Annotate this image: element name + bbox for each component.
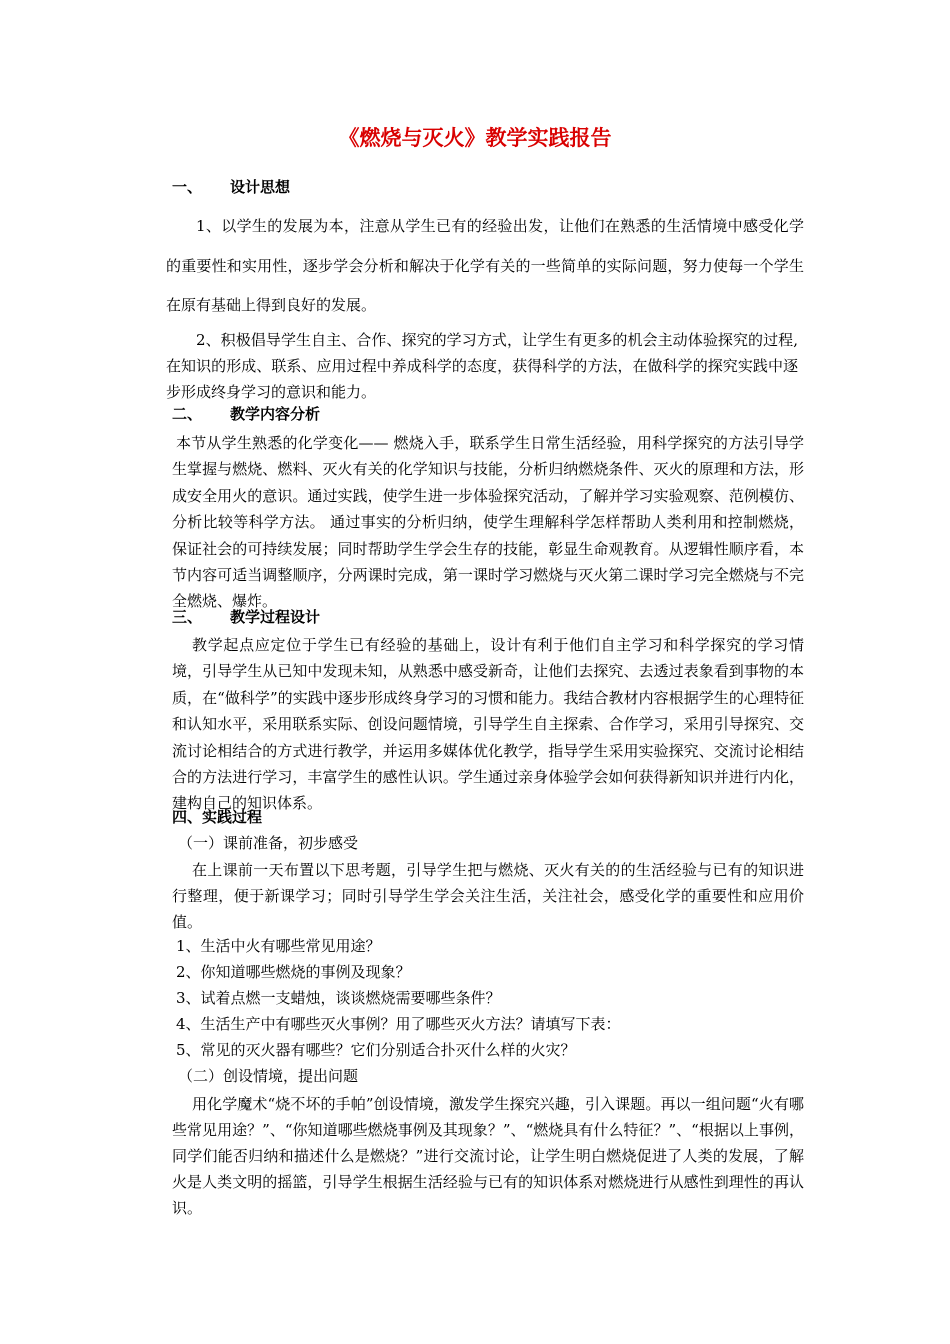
section-2-title: 教学内容分析 bbox=[230, 405, 321, 423]
question-1: 1、生活中火有哪些常见用途？ bbox=[176, 937, 381, 955]
question-5: 5、常见的灭火器有哪些？它们分别适合扑灭什么样的火灾？ bbox=[176, 1041, 576, 1059]
section-1-title: 设计思想 bbox=[230, 178, 291, 196]
question-3: 3、试着点燃一支蜡烛，谈谈燃烧需要哪些条件？ bbox=[176, 989, 501, 1007]
section-4-subheading-2: （二）创设情境，提出问题 bbox=[178, 1067, 359, 1085]
document-title: 《燃烧与灭火》教学实践报告 bbox=[338, 126, 612, 150]
section-4-paragraph-2: 用化学魔术“烧不坏的手帕”创设情境，激发学生探究兴趣，引入课题。再以一组问题“火有哪些常见用途？”、“你知道哪些燃烧事例及其现象？”、“燃烧具有什么特征？”、“根据以上事例，同学们能否归纳和描述什么是燃烧？”进行交流讨论，让学生明白燃烧促进了人类的发展，了解火是人类文明的摇篮，引导学生根据生活经验与已有的知识体系对燃烧进行从感性到理性的再认识。 bbox=[172, 1095, 804, 1217]
section-1-paragraph-1: 1、以学生的发展为本，注意从学生已有的经验出发，让他们在熟悉的生活情境中感受化学的重要性和实用性，逐步学会分析和解决于化学有关的一些简单的实际问题，努力使每一个学生在原有基础上得到良好的发展。 bbox=[166, 217, 804, 314]
section-4-subheading-1: （一）课前准备，初步感受 bbox=[178, 834, 359, 852]
section-2-heading bbox=[172, 403, 812, 424]
section-3-paragraph: 教学起点应定位于学生已有经验的基础上，设计有利于他们自主学习和科学探究的学习情境，引导学生从已知中发现未知，从熟悉中感受新奇，让他们去探究、去透过表象看到事物的本质，在“做科学”的实践中逐步形成终身学习的习惯和能力。我结合教材内容根据学生的心理特征和认知水平，采用联系实际、创设问题情境，引导学生自主探索、合作学习，采用引导探究、交流讨论相结合的方式进行教学，并运用多媒体优化教学，指导学生采用实验探究、交流讨论相结合的方法进行学习，丰富学生的感性认识。学生通过亲身体验学会如何获得新知识并进行内化，建构自己的知识体系。 bbox=[172, 636, 804, 813]
section-3-title: 教学过程设计 bbox=[230, 608, 321, 626]
section-1-number: 一、 bbox=[172, 178, 203, 196]
section-2-paragraph: 本节从学生熟悉的化学变化—— 燃烧入手，联系学生日常生活经验，用科学探究的方法引导学生掌握与燃烧、燃料、灭火有关的化学知识与技能，分析归纳燃烧条件、灭火的原理和方法，形成安全用火的意识。通过实践，使学生进一步体验探究活动，了解并学习实验观察、范例模仿、分析比较等科学方法。 通过事实的分析归纳，使学生理解科学怎样帮助人类利用和控制燃烧，保证社会的可持续发展；同时帮助学生学会生存的技能，彰显生命观教育。从逻辑性顺序看，本节内容可适当调整顺序，分两课时完成，第一课时学习燃烧与灭火第二课时学习完全燃烧与不完全燃烧、爆炸。 bbox=[172, 434, 804, 611]
section-1-paragraph-2: 2、积极倡导学生自主、合作、探究的学习方式，让学生有更多的机会主动体验探究的过程,在知识的形成、联系、应用过程中养成科学的态度，获得科学的方法，在做科学的探究实践中逐步形成终身学习的意识和能力。 bbox=[166, 331, 798, 401]
section-3-heading bbox=[172, 606, 812, 627]
section-2-number: 二、 bbox=[172, 405, 203, 423]
question-4: 4、生活生产中有哪些灭火事例？用了哪些灭火方法？请填写下表： bbox=[176, 1015, 621, 1033]
section-4-paragraph-1: 在上课前一天布置以下思考题，引导学生把与燃烧、灭火有关的的生活经验与已有的知识进行整理，便于新课学习；同时引导学生学会关注生活，关注社会，感受化学的重要性和应用价值。 bbox=[172, 861, 804, 931]
section-4-heading: 四、实践过程 bbox=[172, 808, 263, 826]
section-1-heading bbox=[172, 176, 812, 197]
question-2: 2、你知道哪些燃烧的事例及现象？ bbox=[176, 963, 411, 981]
section-3-number: 三、 bbox=[172, 608, 203, 626]
